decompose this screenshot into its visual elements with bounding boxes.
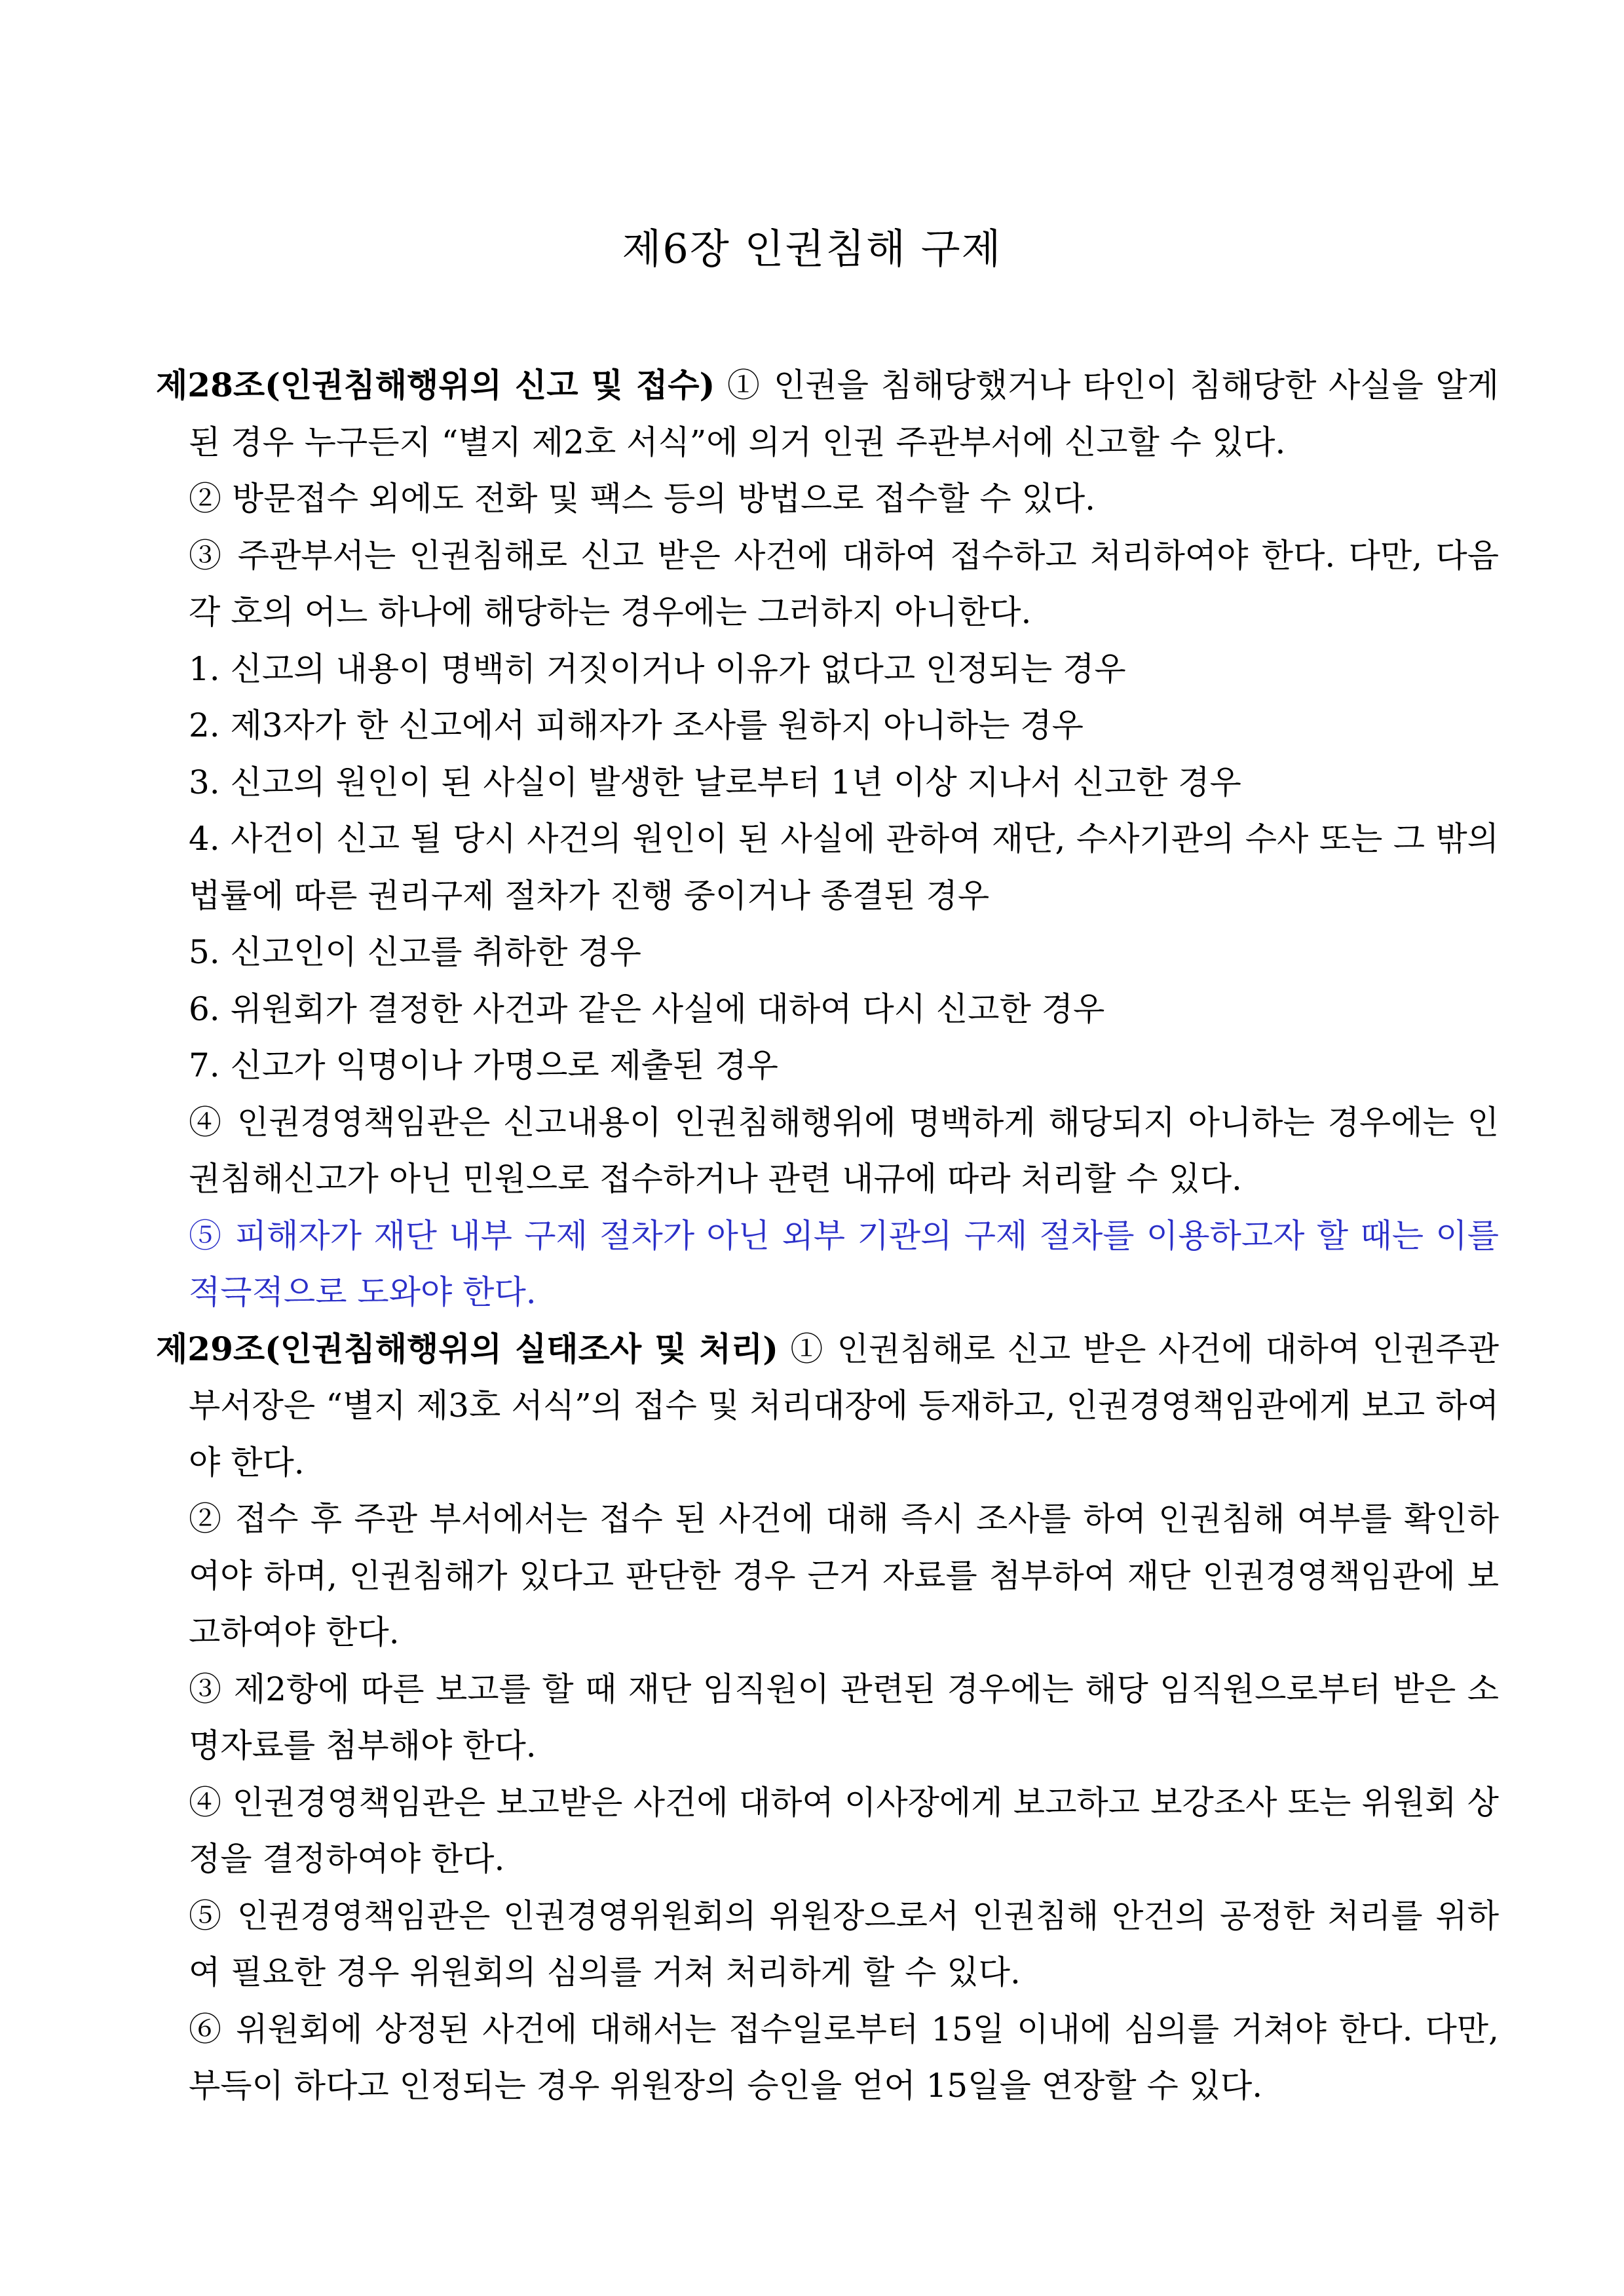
article-28-item-6: 6. 위원회가 결정한 사건과 같은 사실에 대하여 다시 신고한 경우 — [189, 989, 1105, 1028]
document-body — [156, 357, 1499, 2114]
article-29-paragraph-6: ⑥ 위원회에 상정된 사건에 대해서는 접수일로부터 15일 이내에 심의를 거쳐야 한다. 다만, 부득이 하다고 인정되는 경우 위원장의 승인을 얻어 15일을 연장할 수 있다. — [189, 2010, 1499, 2105]
article-28 — [156, 357, 1499, 1321]
article-28-paragraph-5: ⑤ 피해자가 재단 내부 구제 절차가 아닌 외부 기관의 구제 절차를 이용하고자 할 때는 이를 적극적으로 도와야 한다. — [189, 1216, 1499, 1311]
article-28-text-1: ① 인권을 침해당했거나 타인이 침해당한 사실을 알게 된 경우 누구든지 “별지 제2호 서식”에 의거 인권 주관부서에 신고할 수 있다. — [189, 366, 1499, 461]
article-28-item-7: 7. 신고가 익명이나 가명으로 제출된 경우 — [189, 1046, 778, 1084]
article-28-item-5: 5. 신고인이 신고를 취하한 경우 — [189, 933, 641, 971]
article-28-item-2: 2. 제3자가 한 신고에서 피해자가 조사를 원하지 아니하는 경우 — [189, 706, 1084, 744]
article-29 — [156, 1321, 1499, 2114]
article-28-heading: 제28조(인권침해행위의 신고 및 접수) — [156, 366, 715, 404]
article-28-paragraph-1 — [156, 357, 1499, 470]
article-29-paragraph-4: ④ 인권경영책임관은 보고받은 사건에 대하여 이사장에게 보고하고 보강조사 또는 위원회 상정을 결정하여야 한다. — [189, 1783, 1499, 1878]
article-28-paragraph-3: ③ 주관부서는 인권침해로 신고 받은 사건에 대하여 접수하고 처리하여야 한다. 다만, 다음 각 호의 어느 하나에 해당하는 경우에는 그러하지 아니한다. — [189, 536, 1499, 631]
article-29-paragraph-3: ③ 제2항에 따른 보고를 할 때 재단 임직원이 관련된 경우에는 해당 임직원으로부터 받은 소명자료를 첨부해야 한다. — [189, 1670, 1499, 1765]
chapter-title: 제6장 인권침해 구제 — [622, 225, 1002, 273]
article-29-text-1: ① 인권침해로 신고 받은 사건에 대하여 인권주관부서장은 “별지 제3호 서식”의 접수 및 처리대장에 등재하고, 인권경영책임관에게 보고 하여야 한다. — [189, 1330, 1499, 1482]
article-28-paragraph-2: ② 방문접수 외에도 전화 및 팩스 등의 방법으로 접수할 수 있다. — [189, 480, 1096, 518]
article-28-item-3: 3. 신고의 원인이 된 사실이 발생한 날로부터 1년 이상 지나서 신고한 경우 — [189, 763, 1241, 801]
article-29-paragraph-1 — [156, 1321, 1499, 1491]
article-28-item-1: 1. 신고의 내용이 명백히 거짓이거나 이유가 없다고 인정되는 경우 — [189, 649, 1126, 688]
article-28-item-4: 4. 사건이 신고 될 당시 사건의 원인이 된 사실에 관하여 재단, 수사기관의 수사 또는 그 밖의 법률에 따른 권리구제 절차가 진행 중이거나 종결된 경우 — [189, 820, 1499, 915]
article-29-paragraph-2: ② 접수 후 주관 부서에서는 접수 된 사건에 대해 즉시 조사를 하여 인권침해 여부를 확인하여야 하며, 인권침해가 있다고 판단한 경우 근거 자료를 첨부하여 재단 인권경영책임관에 보고하여야 한다. — [189, 1500, 1499, 1651]
article-28-paragraph-4: ④ 인권경영책임관은 신고내용이 인권침해행위에 명백하게 해당되지 아니하는 경우에는 인권침해신고가 아닌 민원으로 접수하거나 관련 내규에 따라 처리할 수 있다. — [189, 1103, 1499, 1198]
article-29-heading: 제29조(인권침해행위의 실태조사 및 처리) — [156, 1329, 778, 1368]
article-29-paragraph-5: ⑤ 인권경영책임관은 인권경영위원회의 위원장으로서 인권침해 안건의 공정한 처리를 위하여 필요한 경우 위원회의 심의를 거쳐 처리하게 할 수 있다. — [189, 1896, 1499, 1991]
